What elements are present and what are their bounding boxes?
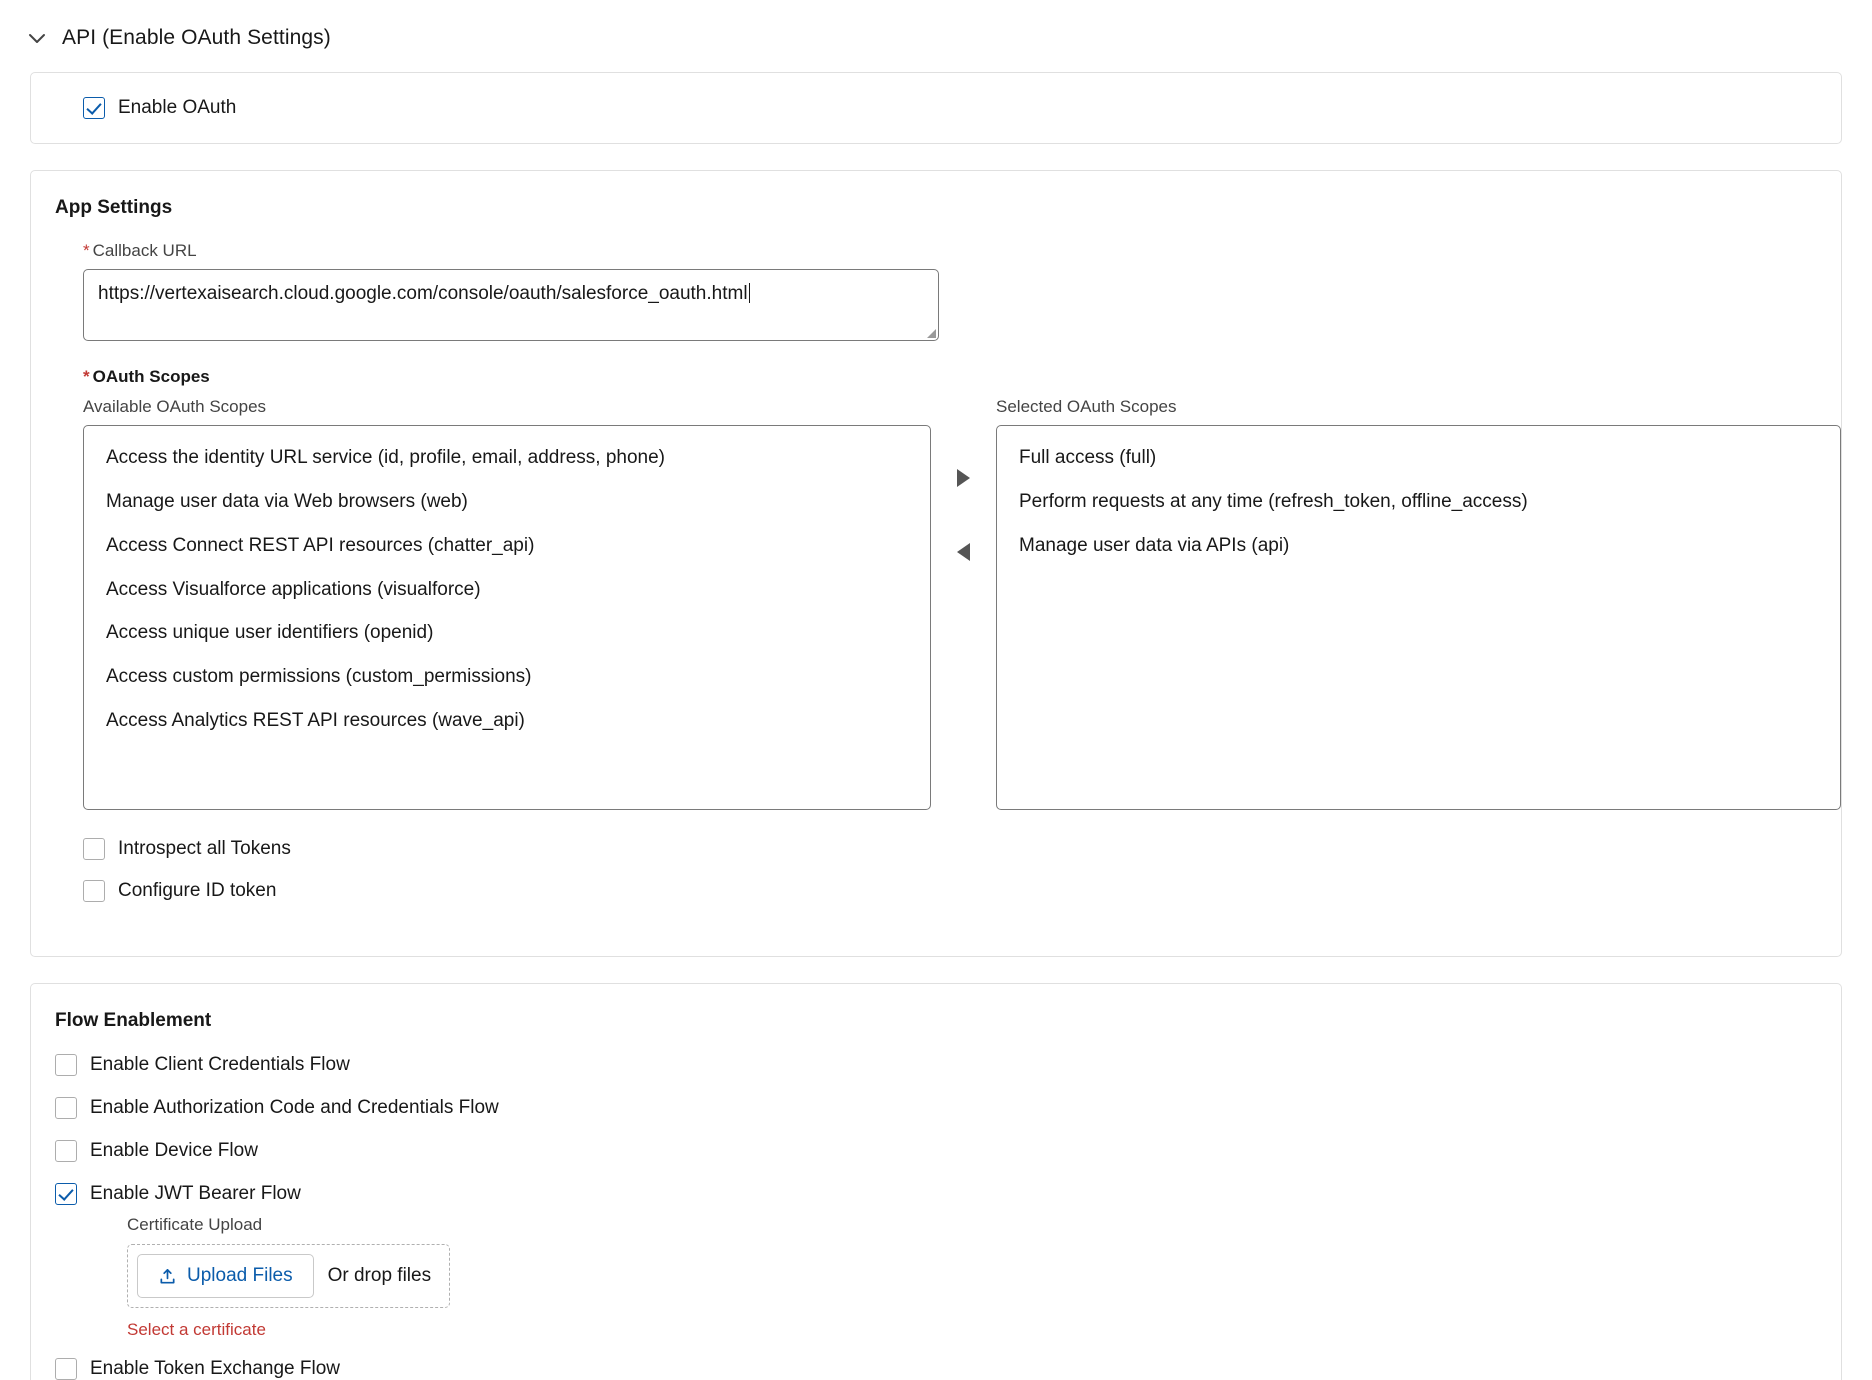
certificate-dropzone[interactable] xyxy=(127,1244,450,1308)
app-settings-heading: App Settings xyxy=(55,197,173,218)
flow-enablement-card xyxy=(30,983,1842,1380)
callback-url-label-text: Callback URL xyxy=(92,241,197,260)
enable-jwt-bearer-flow-row[interactable] xyxy=(31,1183,1841,1205)
configure-id-token-label: Configure ID token xyxy=(118,880,277,901)
available-scopes-label: Available OAuth Scopes xyxy=(83,397,267,416)
enable-oauth-card xyxy=(30,72,1842,144)
list-item[interactable]: Access Visualforce applications (visualforce) xyxy=(106,578,481,600)
required-marker: * xyxy=(83,241,90,260)
enable-client-credentials-flow-label: Enable Client Credentials Flow xyxy=(90,1054,350,1075)
enable-token-exchange-flow-checkbox[interactable] xyxy=(55,1358,77,1380)
configure-id-token-row[interactable] xyxy=(31,880,1841,902)
required-marker-scopes: * xyxy=(83,367,90,386)
upload-files-button[interactable] xyxy=(137,1254,314,1298)
text-caret xyxy=(749,283,750,303)
enable-oauth-checkbox[interactable] xyxy=(83,97,105,119)
list-item[interactable]: Access custom permissions (custom_permissions) xyxy=(106,666,532,688)
list-item[interactable]: Perform requests at any time (refresh_token, offline_access) xyxy=(1019,490,1528,512)
arrow-right-icon[interactable] xyxy=(957,469,970,487)
introspect-all-tokens-checkbox[interactable] xyxy=(83,838,105,860)
enable-jwt-bearer-flow-label: Enable JWT Bearer Flow xyxy=(90,1183,301,1204)
enable-jwt-bearer-flow-checkbox[interactable] xyxy=(55,1183,77,1205)
list-item[interactable]: Manage user data via APIs (api) xyxy=(1019,534,1290,556)
introspect-all-tokens-row[interactable] xyxy=(31,838,1841,860)
drop-files-text: Or drop files xyxy=(327,1265,432,1286)
callback-url-label xyxy=(31,241,1841,261)
list-item[interactable]: Full access (full) xyxy=(1019,447,1157,468)
list-item[interactable]: Access unique user identifiers (openid) xyxy=(106,622,434,644)
introspect-all-tokens-label: Introspect all Tokens xyxy=(118,838,291,859)
callback-url-value: https://vertexaisearch.cloud.google.com/console/oauth/salesforce_oauth.html xyxy=(98,283,748,304)
certificate-upload-block xyxy=(31,1215,1841,1340)
available-scopes-listbox[interactable] xyxy=(83,425,931,810)
oauth-scopes-label-text: OAuth Scopes xyxy=(92,367,210,386)
arrow-left-icon[interactable] xyxy=(957,543,970,561)
oauth-scopes-dual-listbox xyxy=(31,397,1841,810)
selected-scopes-label: Selected OAuth Scopes xyxy=(996,397,1177,416)
list-item[interactable]: Manage user data via Web browsers (web) xyxy=(106,490,468,512)
flow-enablement-heading: Flow Enablement xyxy=(55,1010,212,1031)
oauth-scopes-label xyxy=(31,367,1841,387)
chevron-down-icon[interactable] xyxy=(26,27,48,49)
enable-client-credentials-flow-checkbox[interactable] xyxy=(55,1054,77,1076)
enable-oauth-row[interactable] xyxy=(31,97,1841,119)
section-header[interactable] xyxy=(0,0,1872,72)
enable-authorization-code-flow-checkbox[interactable] xyxy=(55,1097,77,1119)
certificate-upload-label: Certificate Upload xyxy=(127,1215,263,1234)
callback-url-input[interactable] xyxy=(83,269,939,341)
enable-client-credentials-flow-row[interactable] xyxy=(31,1054,1841,1076)
extra-token-options xyxy=(31,838,1841,902)
configure-id-token-checkbox[interactable] xyxy=(83,880,105,902)
enable-device-flow-row[interactable] xyxy=(31,1140,1841,1162)
list-item[interactable]: Access Analytics REST API resources (wave_api) xyxy=(106,710,525,732)
list-item[interactable]: Access the identity URL service (id, profile, email, address, phone) xyxy=(106,447,665,468)
enable-authorization-code-flow-row[interactable] xyxy=(31,1097,1841,1119)
upload-icon xyxy=(158,1267,177,1286)
enable-device-flow-checkbox[interactable] xyxy=(55,1140,77,1162)
flow-rows xyxy=(31,1054,1841,1380)
enable-oauth-label: Enable OAuth xyxy=(118,97,237,118)
enable-authorization-code-flow-label: Enable Authorization Code and Credentials Flow xyxy=(90,1097,499,1118)
section-title: API (Enable OAuth Settings) xyxy=(62,26,331,49)
list-item[interactable]: Access Connect REST API resources (chatter_api) xyxy=(106,534,535,556)
selected-scopes-listbox[interactable] xyxy=(996,425,1841,810)
certificate-error-message: Select a certificate xyxy=(127,1320,266,1339)
enable-device-flow-label: Enable Device Flow xyxy=(90,1140,258,1161)
upload-files-label: Upload Files xyxy=(187,1265,293,1286)
available-scopes-column xyxy=(83,397,931,810)
enable-token-exchange-flow-label: Enable Token Exchange Flow xyxy=(90,1358,340,1379)
selected-scopes-column xyxy=(996,397,1841,810)
app-settings-card xyxy=(30,170,1842,957)
enable-token-exchange-flow-row[interactable] xyxy=(31,1358,1841,1380)
scope-transfer-controls xyxy=(931,397,996,561)
